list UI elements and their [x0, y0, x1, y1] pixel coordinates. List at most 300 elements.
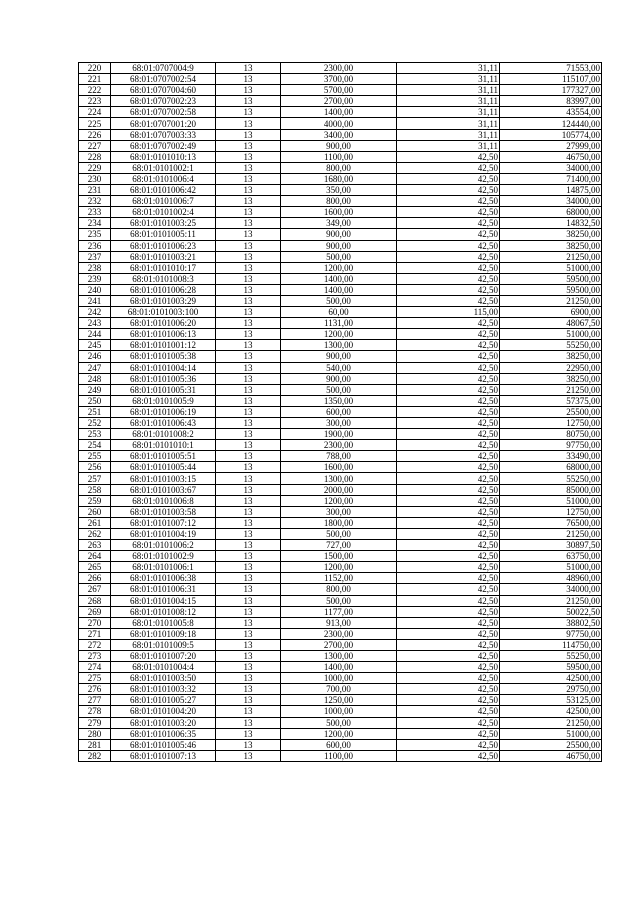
amount-cell: 59500,00 [500, 284, 602, 295]
zone-code-cell: 13 [216, 295, 281, 306]
amount-cell: 6900,00 [500, 307, 602, 318]
area-cell: 500,00 [281, 595, 397, 606]
row-number-cell: 245 [79, 340, 111, 351]
zone-code-cell: 13 [216, 373, 281, 384]
table-row [79, 273, 602, 284]
row-number-cell: 241 [79, 295, 111, 306]
rate-cell: 42,50 [397, 262, 500, 273]
table-row [79, 662, 602, 673]
table-row [79, 573, 602, 584]
table-row [79, 517, 602, 528]
table-row [79, 240, 602, 251]
rate-cell: 42,50 [397, 495, 500, 506]
cadastral-number-cell: 68:01:0707002:23 [111, 96, 216, 107]
rate-cell: 115,00 [397, 307, 500, 318]
amount-cell: 38250,00 [500, 229, 602, 240]
rate-cell: 42,50 [397, 418, 500, 429]
area-cell: 1250,00 [281, 695, 397, 706]
zone-code-cell: 13 [216, 650, 281, 661]
cadastral-number-cell: 68:01:0707002:58 [111, 107, 216, 118]
row-number-cell: 220 [79, 63, 111, 74]
amount-cell: 57375,00 [500, 395, 602, 406]
rate-cell: 42,50 [397, 196, 500, 207]
zone-code-cell: 13 [216, 473, 281, 484]
amount-cell: 83997,00 [500, 96, 602, 107]
zone-code-cell: 13 [216, 185, 281, 196]
area-cell: 1400,00 [281, 662, 397, 673]
zone-code-cell: 13 [216, 262, 281, 273]
area-cell: 1500,00 [281, 551, 397, 562]
rate-cell: 42,50 [397, 506, 500, 517]
table-row [79, 362, 602, 373]
table-row [79, 418, 602, 429]
area-cell: 1400,00 [281, 107, 397, 118]
zone-code-cell: 13 [216, 218, 281, 229]
area-cell: 788,00 [281, 451, 397, 462]
row-number-cell: 231 [79, 185, 111, 196]
area-cell: 349,00 [281, 218, 397, 229]
amount-cell: 85000,00 [500, 484, 602, 495]
zone-code-cell: 13 [216, 440, 281, 451]
table-row [79, 218, 602, 229]
row-number-cell: 225 [79, 118, 111, 129]
table-row [79, 140, 602, 151]
zone-code-cell: 13 [216, 562, 281, 573]
row-number-cell: 228 [79, 151, 111, 162]
area-cell: 900,00 [281, 240, 397, 251]
area-cell: 1600,00 [281, 207, 397, 218]
rate-cell: 42,50 [397, 584, 500, 595]
table-row [79, 650, 602, 661]
rate-cell: 42,50 [397, 229, 500, 240]
cadastral-number-cell: 68:01:0707001:20 [111, 118, 216, 129]
area-cell: 2700,00 [281, 639, 397, 650]
zone-code-cell: 13 [216, 451, 281, 462]
cadastral-number-cell: 68:01:0101005:36 [111, 373, 216, 384]
area-cell: 500,00 [281, 295, 397, 306]
row-number-cell: 226 [79, 129, 111, 140]
rate-cell: 42,50 [397, 684, 500, 695]
row-number-cell: 271 [79, 628, 111, 639]
cadastral-number-cell: 68:01:0101007:20 [111, 650, 216, 661]
rate-cell: 42,50 [397, 406, 500, 417]
zone-code-cell: 13 [216, 739, 281, 750]
zone-code-cell: 13 [216, 662, 281, 673]
amount-cell: 38250,00 [500, 240, 602, 251]
zone-code-cell: 13 [216, 551, 281, 562]
rate-cell: 42,50 [397, 562, 500, 573]
row-number-cell: 237 [79, 251, 111, 262]
zone-code-cell: 13 [216, 118, 281, 129]
rate-cell: 31,11 [397, 107, 500, 118]
amount-cell: 38250,00 [500, 351, 602, 362]
amount-cell: 114750,00 [500, 639, 602, 650]
area-cell: 2700,00 [281, 96, 397, 107]
table-row [79, 262, 602, 273]
amount-cell: 21250,00 [500, 595, 602, 606]
row-number-cell: 236 [79, 240, 111, 251]
rate-cell: 42,50 [397, 185, 500, 196]
rate-cell: 42,50 [397, 429, 500, 440]
cadastral-number-cell: 68:01:0101005:8 [111, 617, 216, 628]
amount-cell: 71400,00 [500, 173, 602, 184]
area-cell: 1200,00 [281, 329, 397, 340]
area-cell: 2000,00 [281, 484, 397, 495]
table-row [79, 495, 602, 506]
table-row [79, 617, 602, 628]
zone-code-cell: 13 [216, 129, 281, 140]
amount-cell: 48067,50 [500, 318, 602, 329]
zone-code-cell: 13 [216, 717, 281, 728]
amount-cell: 21250,00 [500, 384, 602, 395]
area-cell: 1152,00 [281, 573, 397, 584]
amount-cell: 97750,00 [500, 628, 602, 639]
cadastral-number-cell: 68:01:0101010:17 [111, 262, 216, 273]
area-cell: 3400,00 [281, 129, 397, 140]
rate-cell: 31,11 [397, 74, 500, 85]
zone-code-cell: 13 [216, 495, 281, 506]
table-row [79, 74, 602, 85]
row-number-cell: 279 [79, 717, 111, 728]
cadastral-number-cell: 68:01:0101001:12 [111, 340, 216, 351]
row-number-cell: 249 [79, 384, 111, 395]
zone-code-cell: 13 [216, 573, 281, 584]
table-row [79, 185, 602, 196]
zone-code-cell: 13 [216, 628, 281, 639]
row-number-cell: 281 [79, 739, 111, 750]
area-cell: 1200,00 [281, 562, 397, 573]
amount-cell: 42500,00 [500, 706, 602, 717]
row-number-cell: 257 [79, 473, 111, 484]
cadastral-number-cell: 68:01:0101006:35 [111, 728, 216, 739]
row-number-cell: 230 [79, 173, 111, 184]
amount-cell: 22950,00 [500, 362, 602, 373]
amount-cell: 76500,00 [500, 517, 602, 528]
amount-cell: 21250,00 [500, 251, 602, 262]
amount-cell: 63750,00 [500, 551, 602, 562]
row-number-cell: 255 [79, 451, 111, 462]
rate-cell: 42,50 [397, 451, 500, 462]
table-row [79, 451, 602, 462]
zone-code-cell: 13 [216, 606, 281, 617]
table-row [79, 406, 602, 417]
amount-cell: 14875,00 [500, 185, 602, 196]
zone-code-cell: 13 [216, 351, 281, 362]
rate-cell: 42,50 [397, 739, 500, 750]
zone-code-cell: 13 [216, 462, 281, 473]
row-number-cell: 282 [79, 750, 111, 761]
area-cell: 900,00 [281, 373, 397, 384]
zone-code-cell: 13 [216, 684, 281, 695]
zone-code-cell: 13 [216, 340, 281, 351]
zone-code-cell: 13 [216, 318, 281, 329]
cadastral-number-cell: 68:01:0101002:9 [111, 551, 216, 562]
table-row [79, 528, 602, 539]
cadastral-number-cell: 68:01:0101009:18 [111, 628, 216, 639]
area-cell: 1200,00 [281, 728, 397, 739]
rate-cell: 42,50 [397, 662, 500, 673]
rate-cell: 42,50 [397, 329, 500, 340]
zone-code-cell: 13 [216, 418, 281, 429]
table-row [79, 684, 602, 695]
table-row [79, 695, 602, 706]
amount-cell: 29750,00 [500, 684, 602, 695]
amount-cell: 55250,00 [500, 473, 602, 484]
cadastral-number-cell: 68:01:0707002:54 [111, 74, 216, 85]
cadastral-number-cell: 68:01:0101008:12 [111, 606, 216, 617]
zone-code-cell: 13 [216, 329, 281, 340]
zone-code-cell: 13 [216, 750, 281, 761]
zone-code-cell: 13 [216, 728, 281, 739]
rate-cell: 42,50 [397, 162, 500, 173]
table-row [79, 329, 602, 340]
table-row [79, 295, 602, 306]
area-cell: 913,00 [281, 617, 397, 628]
rate-cell: 42,50 [397, 551, 500, 562]
area-cell: 1400,00 [281, 273, 397, 284]
zone-code-cell: 13 [216, 307, 281, 318]
cadastral-number-cell: 68:01:0101005:27 [111, 695, 216, 706]
amount-cell: 71553,00 [500, 63, 602, 74]
area-cell: 500,00 [281, 717, 397, 728]
amount-cell: 25500,00 [500, 406, 602, 417]
amount-cell: 21250,00 [500, 295, 602, 306]
area-cell: 900,00 [281, 229, 397, 240]
table-row [79, 673, 602, 684]
row-number-cell: 270 [79, 617, 111, 628]
area-cell: 1680,00 [281, 173, 397, 184]
rate-cell: 42,50 [397, 728, 500, 739]
table-row [79, 118, 602, 129]
zone-code-cell: 13 [216, 484, 281, 495]
row-number-cell: 266 [79, 573, 111, 584]
amount-cell: 48960,00 [500, 573, 602, 584]
rate-cell: 42,50 [397, 473, 500, 484]
rate-cell: 42,50 [397, 151, 500, 162]
cadastral-number-cell: 68:01:0101007:13 [111, 750, 216, 761]
area-cell: 2300,00 [281, 628, 397, 639]
row-number-cell: 229 [79, 162, 111, 173]
cadastral-number-cell: 68:01:0101004:4 [111, 662, 216, 673]
area-cell: 500,00 [281, 251, 397, 262]
rate-cell: 42,50 [397, 628, 500, 639]
rate-cell: 42,50 [397, 673, 500, 684]
rate-cell: 42,50 [397, 717, 500, 728]
cadastral-number-cell: 68:01:0101010:1 [111, 440, 216, 451]
amount-cell: 34000,00 [500, 196, 602, 207]
rate-cell: 42,50 [397, 395, 500, 406]
cadastral-number-cell: 68:01:0101006:43 [111, 418, 216, 429]
zone-code-cell: 13 [216, 706, 281, 717]
row-number-cell: 252 [79, 418, 111, 429]
table-row [79, 462, 602, 473]
rate-cell: 31,11 [397, 129, 500, 140]
rate-cell: 42,50 [397, 606, 500, 617]
area-cell: 1200,00 [281, 262, 397, 273]
rate-cell: 42,50 [397, 173, 500, 184]
zone-code-cell: 13 [216, 517, 281, 528]
amount-cell: 55250,00 [500, 340, 602, 351]
amount-cell: 115107,00 [500, 74, 602, 85]
cadastral-number-cell: 68:01:0101007:12 [111, 517, 216, 528]
rate-cell: 42,50 [397, 484, 500, 495]
amount-cell: 38250,00 [500, 373, 602, 384]
rate-cell: 42,50 [397, 351, 500, 362]
zone-code-cell: 13 [216, 540, 281, 551]
rate-cell: 42,50 [397, 750, 500, 761]
area-cell: 1800,00 [281, 517, 397, 528]
cadastral-number-cell: 68:01:0101006:13 [111, 329, 216, 340]
area-cell: 600,00 [281, 739, 397, 750]
row-number-cell: 268 [79, 595, 111, 606]
amount-cell: 34000,00 [500, 162, 602, 173]
cadastral-number-cell: 68:01:0101003:67 [111, 484, 216, 495]
zone-code-cell: 13 [216, 229, 281, 240]
zone-code-cell: 13 [216, 207, 281, 218]
cadastral-number-cell: 68:01:0101003:15 [111, 473, 216, 484]
table-row [79, 151, 602, 162]
area-cell: 1300,00 [281, 473, 397, 484]
row-number-cell: 273 [79, 650, 111, 661]
row-number-cell: 276 [79, 684, 111, 695]
amount-cell: 38802,50 [500, 617, 602, 628]
table-row [79, 107, 602, 118]
cadastral-number-cell: 68:01:0101006:4 [111, 173, 216, 184]
rate-cell: 42,50 [397, 706, 500, 717]
cadastral-number-cell: 68:01:0101008:2 [111, 429, 216, 440]
amount-cell: 43554,00 [500, 107, 602, 118]
zone-code-cell: 13 [216, 506, 281, 517]
table-row [79, 229, 602, 240]
table-row [79, 506, 602, 517]
cadastral-number-cell: 68:01:0101006:2 [111, 540, 216, 551]
rate-cell: 31,11 [397, 85, 500, 96]
area-cell: 1000,00 [281, 673, 397, 684]
rate-cell: 42,50 [397, 462, 500, 473]
table-row [79, 606, 602, 617]
area-cell: 1300,00 [281, 340, 397, 351]
area-cell: 727,00 [281, 540, 397, 551]
cadastral-number-cell: 68:01:0101002:1 [111, 162, 216, 173]
cadastral-number-cell: 68:01:0101003:29 [111, 295, 216, 306]
rate-cell: 42,50 [397, 251, 500, 262]
zone-code-cell: 13 [216, 639, 281, 650]
zone-code-cell: 13 [216, 96, 281, 107]
cadastral-number-cell: 68:01:0101006:28 [111, 284, 216, 295]
cadastral-number-cell: 68:01:0101006:23 [111, 240, 216, 251]
zone-code-cell: 13 [216, 140, 281, 151]
zone-code-cell: 13 [216, 395, 281, 406]
zone-code-cell: 13 [216, 251, 281, 262]
area-cell: 350,00 [281, 185, 397, 196]
rate-cell: 31,11 [397, 118, 500, 129]
cadastral-number-cell: 68:01:0707003:33 [111, 129, 216, 140]
cadastral-number-cell: 68:01:0101006:8 [111, 495, 216, 506]
amount-cell: 42500,00 [500, 673, 602, 684]
table-row [79, 85, 602, 96]
rate-cell: 42,50 [397, 528, 500, 539]
area-cell: 300,00 [281, 418, 397, 429]
table-row [79, 639, 602, 650]
zone-code-cell: 13 [216, 151, 281, 162]
area-cell: 2300,00 [281, 440, 397, 451]
table-row [79, 96, 602, 107]
zone-code-cell: 13 [216, 617, 281, 628]
cadastral-number-cell: 68:01:0101006:1 [111, 562, 216, 573]
zone-code-cell: 13 [216, 284, 281, 295]
area-cell: 900,00 [281, 351, 397, 362]
amount-cell: 27999,00 [500, 140, 602, 151]
table-row [79, 207, 602, 218]
area-cell: 3700,00 [281, 74, 397, 85]
cadastral-number-cell: 68:01:0101010:13 [111, 151, 216, 162]
table-row [79, 429, 602, 440]
cadastral-number-cell: 68:01:0101003:58 [111, 506, 216, 517]
rate-cell: 42,50 [397, 573, 500, 584]
cadastral-number-cell: 68:01:0101005:9 [111, 395, 216, 406]
row-number-cell: 238 [79, 262, 111, 273]
zone-code-cell: 13 [216, 584, 281, 595]
table-row [79, 307, 602, 318]
zone-code-cell: 13 [216, 528, 281, 539]
zone-code-cell: 13 [216, 107, 281, 118]
area-cell: 800,00 [281, 162, 397, 173]
row-number-cell: 234 [79, 218, 111, 229]
rate-cell: 42,50 [397, 540, 500, 551]
rate-cell: 42,50 [397, 517, 500, 528]
row-number-cell: 232 [79, 196, 111, 207]
table-row [79, 739, 602, 750]
cadastral-number-cell: 68:01:0707004:9 [111, 63, 216, 74]
row-number-cell: 278 [79, 706, 111, 717]
area-cell: 1131,00 [281, 318, 397, 329]
cadastral-number-cell: 68:01:0101004:15 [111, 595, 216, 606]
table-row [79, 484, 602, 495]
zone-code-cell: 13 [216, 273, 281, 284]
amount-cell: 30897,50 [500, 540, 602, 551]
cadastral-number-cell: 68:01:0101006:19 [111, 406, 216, 417]
area-cell: 1600,00 [281, 462, 397, 473]
cadastral-number-cell: 68:01:0101006:42 [111, 185, 216, 196]
row-number-cell: 235 [79, 229, 111, 240]
rate-cell: 42,50 [397, 384, 500, 395]
row-number-cell: 248 [79, 373, 111, 384]
rate-cell: 31,11 [397, 63, 500, 74]
table-row [79, 196, 602, 207]
row-number-cell: 250 [79, 395, 111, 406]
cadastral-number-cell: 68:01:0101002:4 [111, 207, 216, 218]
rate-cell: 42,50 [397, 639, 500, 650]
rate-cell: 42,50 [397, 340, 500, 351]
row-number-cell: 224 [79, 107, 111, 118]
cadastral-number-cell: 68:01:0101003:32 [111, 684, 216, 695]
table-row [79, 540, 602, 551]
table-row [79, 340, 602, 351]
table-row [79, 628, 602, 639]
cadastral-number-cell: 68:01:0101004:19 [111, 528, 216, 539]
zone-code-cell: 13 [216, 85, 281, 96]
rate-cell: 42,50 [397, 318, 500, 329]
cadastral-number-cell: 68:01:0101006:38 [111, 573, 216, 584]
rate-cell: 42,50 [397, 695, 500, 706]
table-row [79, 373, 602, 384]
amount-cell: 12750,00 [500, 418, 602, 429]
row-number-cell: 247 [79, 362, 111, 373]
rate-cell: 42,50 [397, 362, 500, 373]
area-cell: 800,00 [281, 196, 397, 207]
cadastral-number-cell: 68:01:0101009:5 [111, 639, 216, 650]
row-number-cell: 223 [79, 96, 111, 107]
